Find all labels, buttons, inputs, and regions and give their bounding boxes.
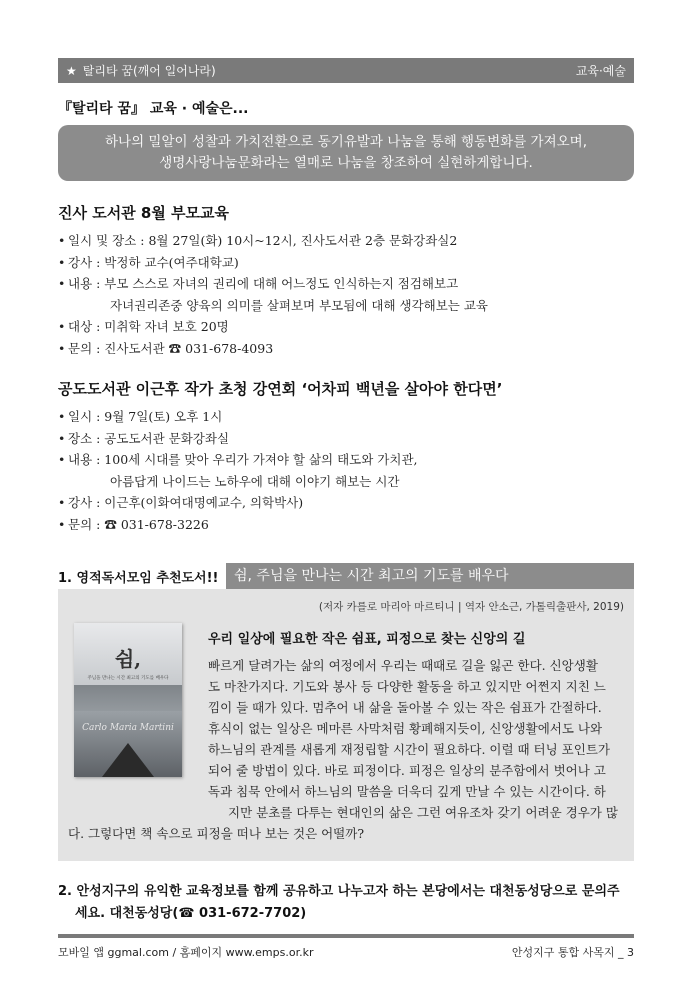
intro-line: 하나의 밀알이 성찰과 가치전환으로 동기유발과 나눔을 통해 행동변화를 가져오며, [104, 134, 587, 150]
list-item: • 장소 : 공도도서관 문화강좌실 [58, 428, 418, 450]
cover-subtitle: 주님을 만나는 시간 최고의 기도를 배우다 [87, 676, 169, 681]
header-left [66, 62, 216, 79]
list-item-continued: 아름답게 나이드는 노하우에 대해 이야기 해보는 시간 [110, 473, 400, 489]
section2-list [58, 406, 418, 535]
list-item: • 대상 : 미취학 자녀 보호 20명 [58, 316, 488, 338]
bullet: • [58, 430, 66, 446]
book-panel [58, 589, 634, 861]
book-title: 쉼, 주님을 만나는 시간 최고의 기도를 배우다 [226, 563, 634, 589]
book-subtitle: 우리 일상에 필요한 작은 쉼표, 피정으로 찾는 신앙의 길 [208, 632, 526, 647]
cover-trees [74, 685, 182, 711]
bullet: • [58, 516, 66, 532]
body-line: 독과 침묵 안에서 하느님의 말씀을 더욱더 깊게 만날 수 있는 시간이다. 하 [208, 784, 606, 799]
cover-title: 쉼, [114, 647, 142, 671]
footer-divider [58, 934, 634, 938]
intro-title: 『탈리타 꿈』 교육 · 예술은... [58, 101, 249, 117]
book-heading [58, 563, 509, 589]
phone-icon: ☎ [178, 906, 195, 921]
body-line: 낌이 들 때가 있다. 멈추어 내 삶을 돌아볼 수 있는 작은 쉼표가 간절하다. [208, 700, 602, 715]
footer-left: 모바일 앱 ggmal.com / 홈페이지 www.emps.or.kr [58, 946, 314, 959]
note-phone: 031-672-7702) [199, 906, 307, 921]
header-title: 탈리타 꿈(깨어 일어나라) [82, 64, 216, 78]
body-line: 하느님의 관계를 새롭게 재정립할 시간이 필요하다. 이럴 때 터닝 포인트가 [208, 742, 610, 757]
header-bar [58, 58, 634, 83]
body-line: 도 마찬가지다. 기도와 봉사 등 다양한 활동을 하고 있지만 어쩐지 지친 느 [208, 679, 606, 694]
list-item: • 내용 : 100세 시대를 맞아 우리가 가져야 할 삶의 태도와 가치관, [58, 449, 418, 471]
list-item: • 일시 및 장소 : 8월 27일(화) 10시~12시, 진사도서관 2층 문화강좌실2 [58, 230, 488, 252]
note [58, 881, 620, 925]
contact-phone: 031-678-3226 [120, 516, 209, 532]
cover-script: Carlo Maria Martini [82, 723, 174, 733]
list-item: • 강사 : 박정하 교수(여주대학교) [58, 252, 488, 274]
header-category: 교육·예술 [575, 64, 626, 78]
section2-title: 공도도서관 이근후 작가 초청 강연회 ‘어차피 백년을 살아야 한다면’ [58, 380, 503, 398]
list-item: • 일시 : 9월 7일(토) 오후 1시 [58, 406, 418, 428]
note-line: 2. 안성지구의 유익한 교육정보를 함께 공유하고 나누고자 하는 본당에서는 대천동성당으로 문의주 [58, 884, 620, 899]
body-line: 되어 줄 방법이 있다. 바로 피정이다. 피정은 일상의 분주함에서 벗어나 고 [208, 763, 606, 778]
phone-icon: ☎ [104, 516, 117, 532]
list-item: • 내용 : 부모 스스로 자녀의 권리에 대해 어느정도 인식하는지 점검해보고 [58, 273, 488, 295]
book-heading-label: 1. 영적독서모임 추천도서!! [58, 570, 219, 586]
footer-page: 안성지구 통합 사목지 _ 3 [511, 946, 634, 959]
book-cover-image [74, 623, 182, 777]
list-item-continued: 자녀권리존중 양육의 의미를 살펴보며 부모됨에 대해 생각해보는 교육 [110, 297, 488, 313]
bullet: • [58, 276, 66, 291]
cover-boat [102, 743, 154, 777]
contact-phone: 031-678-4093 [185, 340, 274, 356]
bullet: • [58, 254, 66, 270]
body-line: 휴식이 없는 일상은 메마른 사막처럼 황폐해지듯이, 신앙생활에서도 나와 [208, 721, 603, 736]
phone-icon: ☎ [168, 340, 182, 356]
list-item-contact: • 문의 : ☎ 031-678-3226 [58, 514, 418, 536]
star-icon: ★ [66, 63, 77, 78]
intro-line: 생명사랑나눔문화라는 열매로 나눔을 창조하여 실현하게합니다. [159, 155, 533, 171]
body-line: 빠르게 달려가는 삶의 여정에서 우리는 때때로 길을 잃곤 한다. 신앙생활 [208, 658, 598, 673]
section1-list [58, 230, 488, 359]
bullet: • [58, 319, 66, 334]
list-item: • 강사 : 이근후(이화여대명예교수, 의학박사) [58, 492, 418, 514]
bullet: • [58, 495, 66, 510]
body-line-last: 다. 그렇다면 책 속으로 피정을 떠나 보는 것은 어떨까? [68, 826, 365, 841]
bullet: • [58, 340, 66, 356]
intro-box [58, 125, 634, 181]
body-line: 지만 분초를 다투는 현대인의 삶은 그런 여유조차 갖기 어려운 경우가 많 [228, 805, 618, 820]
section1-title: 진사 도서관 8월 부모교육 [58, 204, 230, 222]
bullet: • [58, 233, 66, 248]
bullet: • [58, 452, 66, 467]
list-item-contact: • 문의 : 진사도서관 ☎ 031-678-4093 [58, 338, 488, 360]
book-credit: (저자 카를로 마리아 마르티니 | 역자 안소근, 가톨릭출판사, 2019) [318, 601, 624, 613]
note-line: 세요. 대천동성당(☎ 031-672-7702) [75, 906, 307, 921]
bullet: • [58, 409, 66, 424]
